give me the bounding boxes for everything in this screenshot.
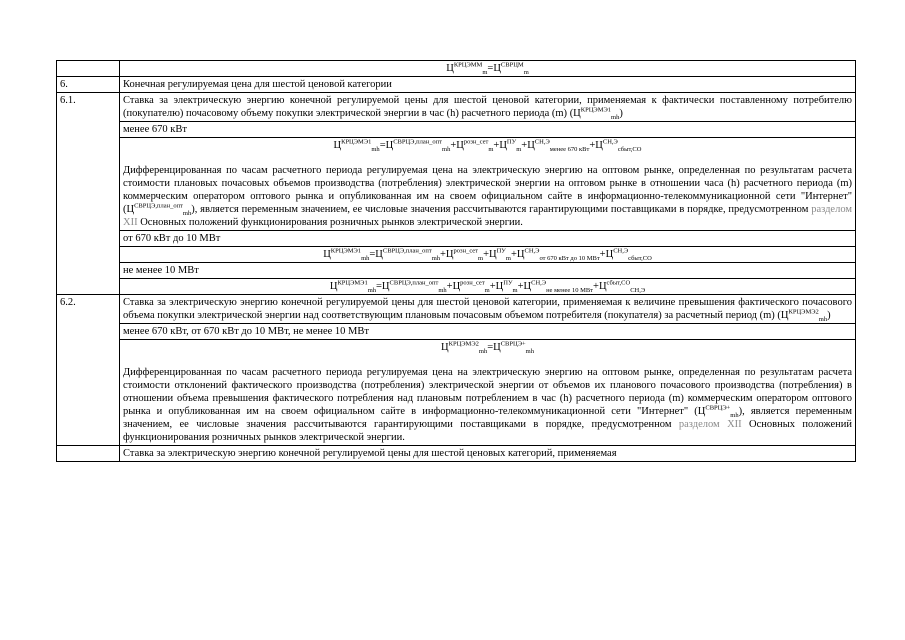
formula-lt670: $Ц^{КРЦЭМЭ1}_{mh}=Ц^{СВРЦЭ,план\_опт}_{mh}+Ц^{розн\_сет}_m+Ц^{ПУ}_m+Ц^{СН,Э}_{менее 670 кВт}+Ц^{СН,Э}_{сбыт,СО}$ [333, 138, 642, 154]
formula-cell [120, 247, 856, 263]
power-range-label: от 670 кВт до 10 МВт [120, 231, 856, 247]
table-row [57, 231, 856, 247]
table-row [57, 61, 856, 77]
table-row [57, 446, 856, 462]
row-number: 6.1. [57, 93, 120, 295]
power-range-label: менее 670 кВт, от 670 кВт до 10 МВт, не менее 10 МВт [120, 324, 856, 340]
tariff-table [56, 60, 856, 462]
table-row [57, 279, 856, 295]
formula-symbol: $(Ц^{КРЦЭМЭ2}_{mh})$ [777, 308, 831, 324]
section-link[interactable]: разделом XII [123, 204, 853, 228]
formula-ge10: $Ц^{КРЦЭМЭ1}_{mh}=Ц^{СВРЦЭ,план\_опт}_{mh}+Ц^{розн\_сет}_m+Ц^{ПУ}_m+Ц^{СН,Э}_{не менее 10 МВт}+Ц^{сбыт,СО}_{СН,Э}$ [329, 279, 646, 295]
section-title: Конечная регулируемая цена для шестой ценовой категории [120, 77, 856, 93]
row-number [57, 446, 120, 462]
formula-symbol: $(Ц^{СВРЦЭ+}_{mh})$ [694, 404, 743, 420]
row-number: 6. [57, 77, 120, 93]
explanation-paragraph: Дифференцированная по часам расчетного периода регулируемая цена на электрическую энергию на оптовом рынке, определенная по результатам расчета стоимости плановых почасовых объемов производства (потребления) электрической энергии на оптовом рынке в отношении часа (h) расчетного периода (m) коммерческим оператором оптового рынка и опубликованная им на своем официальном сайте в информационно-телекоммуникационной сети "Интернет" $(Ц^{СВРЦЭ,план\_опт}_{mh})$, является переменным значением, ее числовые значения рассчитываются гарантирующими поставщиками в порядке, предусмотренном разделом XII Основных положений функционирования розничных рынков электрической энергии. [123, 165, 853, 228]
row-number [57, 61, 120, 77]
formula-cell [120, 61, 856, 77]
section-link[interactable]: разделом XII [678, 419, 742, 430]
table-row [57, 324, 856, 340]
table-row [57, 77, 856, 93]
section-text: Ставка за электрическую энергию конечной регулируемой цены для шестой ценовых категорий, применяемая [120, 446, 856, 462]
explanation-paragraph: Дифференцированная по часам расчетного периода регулируемая цена на электрическую энергию на оптовом рынке, определенная по результатам расчета стоимости отклонений фактического производства (потребления) электрической энергии от объемов их планового почасового производства (потребления) в отношении объема превышения фактического потребления над плановым потреблением в час (h) расчетного периода (m) коммерческим оператором оптового рынка и опубликованная им на своем официальном сайте в информационно-телекоммуникационной сети "Интернет" $(Ц^{СВРЦЭ+}_{mh})$, является переменным значением, ее числовые значения рассчитываются гарантирующими поставщиками в порядке, предусмотренном разделом XII Основных положений функционирования розничных рынков электрической энергии. [123, 367, 853, 443]
section-text: Ставка за электрическую энергию конечной регулируемой цены для шестой ценовой категории, применяемая к фактически поставленному потребителю (покупателю) почасовому объему покупки электрической энергии в час (h) расчетного периода (m) $(Ц^{КРЦЭМЭ1}_{mh})$ [120, 93, 856, 122]
section-text: Ставка за электрическую энергию конечной регулируемой цены для шестой ценовой категории, применяемая к величине превышения фактического почасового объема покупки электрической энергии над соответствующим плановым почасовым объемом потребителя (покупателя) за расчетный период (m) $(Ц^{КРЦЭМЭ2}_{mh})$ [120, 295, 856, 324]
formula-symbol: $(Ц^{СВРЦЭ,план\_опт}_{mh})$ [123, 202, 195, 218]
table-row [57, 340, 856, 446]
table-row [57, 247, 856, 263]
table-row [57, 263, 856, 279]
power-range-label: менее 670 кВт [120, 122, 856, 138]
formula-mid: $Ц^{КРЦЭМЭ1}_{mh}=Ц^{СВРЦЭ,план\_опт}_{mh}+Ц^{розн\_сет}_m+Ц^{ПУ}_m+Ц^{СН,Э}_{от 670 кВт до 10 МВт}+Ц^{СН,Э}_{сбыт,СО}$ [323, 247, 652, 263]
formula-cell [120, 279, 856, 295]
table-row [57, 122, 856, 138]
table-row [57, 295, 856, 324]
formula-symbol: $(Ц^{КРЦЭМЭ1}_{mh})$ [569, 106, 623, 122]
formula-krcemz2: $Ц^{КРЦЭМЭ2}_{mh}=Ц^{СВРЦЭ+}_{mh}$ [441, 340, 534, 356]
formula-krcemm: $Ц^{КРЦЭММ}_m=Ц^{СВРЦМ}_m$ [446, 61, 529, 77]
power-range-label: не менее 10 МВт [120, 263, 856, 279]
row-number: 6.2. [57, 295, 120, 446]
formula-cell [120, 340, 856, 446]
formula-cell [120, 138, 856, 231]
table-row [57, 93, 856, 122]
tariff-document [56, 60, 856, 462]
table-row [57, 138, 856, 231]
